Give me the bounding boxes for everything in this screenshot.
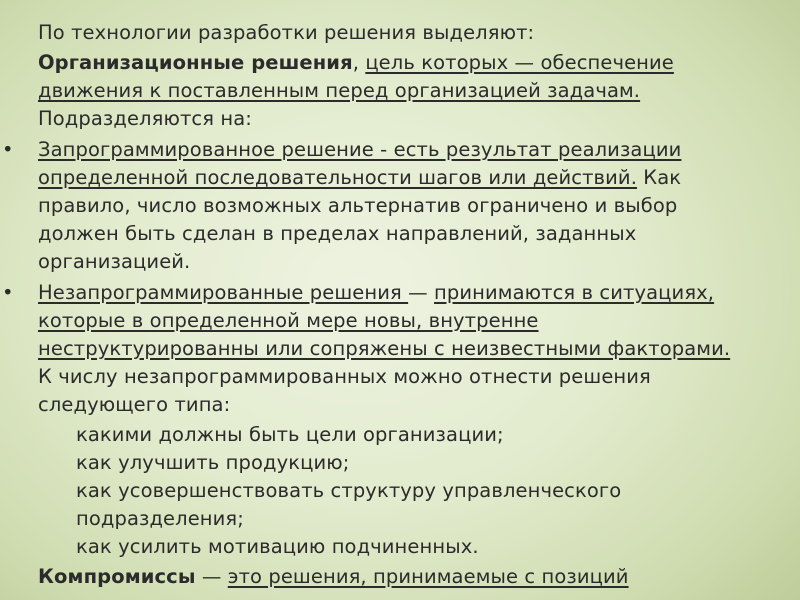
nonprogrammed-types-line-1 [38,364,651,390]
list-item-structure [76,478,621,504]
nonprogrammed-definition-cont: которые в определенной мере новы, внутренне [38,309,539,332]
bullet-programmed: • [2,138,14,161]
nonprogrammed-definition-end: неструктурированны или сопряжены с неизвестными факторами. [38,337,731,360]
programmed-line-4 [38,221,636,247]
list-item-structure-cont [76,506,244,532]
compromises-dash: — [195,565,228,588]
nonprogrammed-dash: — [408,281,435,304]
list-item-motivation-text: как усилить мотивацию подчиненных. [76,535,479,558]
programmed-text-4: должен быть сделан в пределах направлений, заданных [38,222,637,245]
nonprogrammed-types-text-2: следующего типа: [38,393,231,416]
list-item-structure-text: как усовершенствовать структуру управленческого [76,479,622,502]
nonprogrammed-line-2 [38,308,539,334]
nonprogrammed-types-text-1: К числу незапрограммированных можно отнести решения [38,365,651,388]
intro-line [38,20,534,46]
programmed-text-5: организацией. [38,250,191,273]
programmed-definition-cont: определенной последовательности шагов или действий. [38,166,637,189]
nonprogrammed-definition: принимаются в ситуациях, [434,281,715,304]
intro-text: По технологии разработки решения выделяют: [38,21,535,44]
compromises-definition: это решения, принимаемые с позиций [227,565,629,588]
compromises-term: Компромиссы [38,565,196,588]
programmed-line-5 [38,249,190,275]
bullet-nonprogrammed: • [2,281,14,304]
programmed-line-2 [38,165,681,191]
list-item-structure-cont-text: подразделения; [76,507,244,530]
org-decisions-line-2 [38,78,640,104]
list-item-goals-text: какими должны быть цели организации; [76,423,504,446]
list-item-motivation [76,534,479,560]
org-decisions-term: Организационные решения [38,51,353,74]
org-decisions-goal: цель которых — обеспечение [365,51,674,74]
programmed-line-1 [38,137,681,163]
org-decisions-goal-cont: движения к поставленным перед организацией задачам. [38,79,641,102]
programmed-text-3: правило, число возможных альтернатив ограничено и выбор [38,194,678,217]
list-item-product [76,450,349,476]
nonprogrammed-term: Незапрограммированные решения [38,281,409,304]
programmed-line-3 [38,193,677,219]
subdivided-line [38,106,252,132]
programmed-definition: Запрограммированное решение - есть результат реализации [38,138,682,161]
subdivided-text: Подразделяются на: [38,107,252,130]
org-decisions-line [38,50,674,76]
comma: , [352,51,366,74]
programmed-rest: Как [637,166,682,189]
nonprogrammed-line-1 [38,280,714,306]
compromises-line [38,564,629,590]
list-item-goals [76,422,504,448]
list-item-product-text: как улучшить продукцию; [76,451,350,474]
nonprogrammed-line-3 [38,336,730,362]
nonprogrammed-types-line-2 [38,392,230,418]
